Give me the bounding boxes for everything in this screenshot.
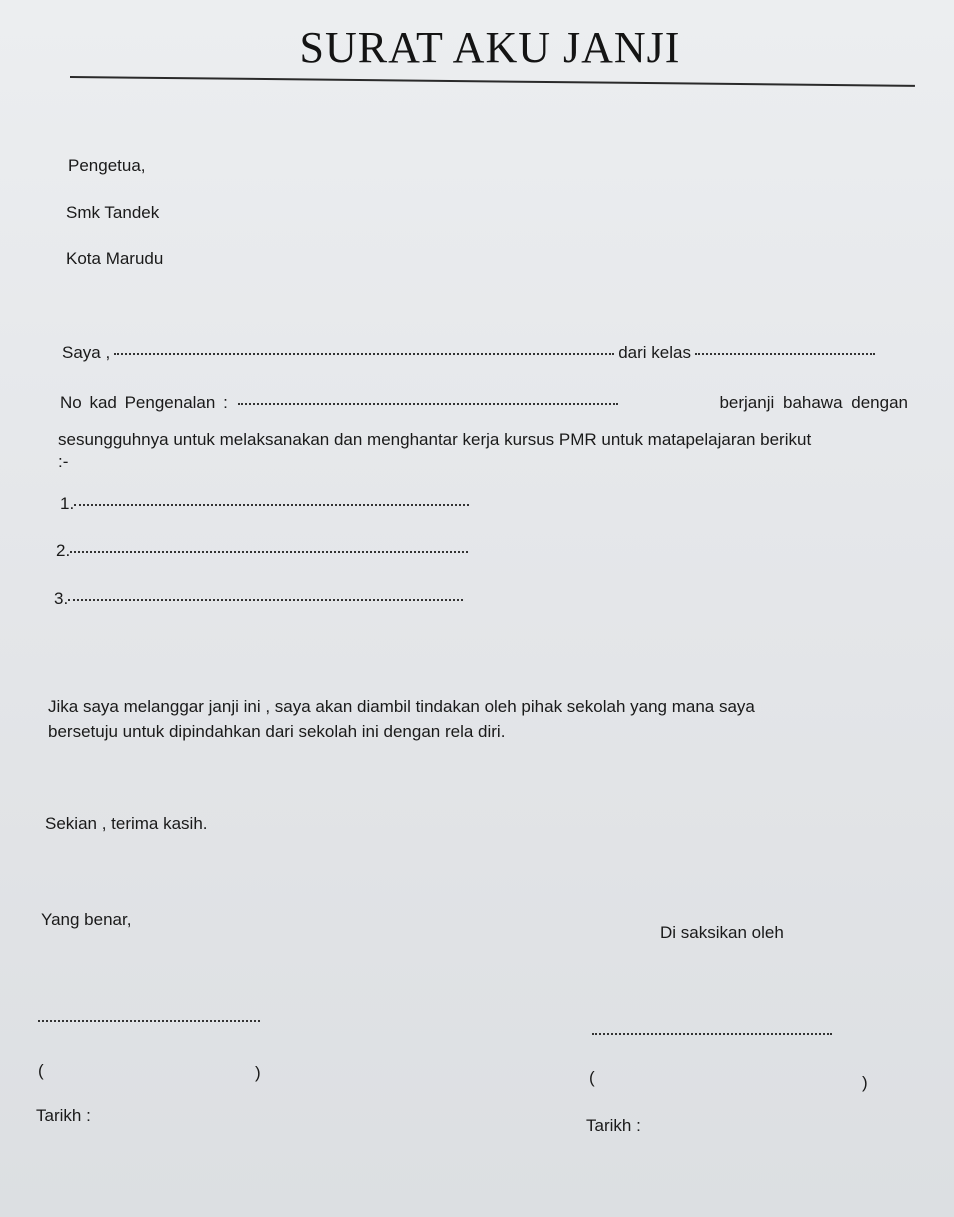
- subject-blank[interactable]: [74, 504, 469, 506]
- kelas-blank[interactable]: [695, 353, 875, 355]
- signature-left-label: Yang benar,: [41, 910, 132, 929]
- subject-number: 2.: [56, 541, 71, 560]
- recipient-line-1: Pengetua,: [68, 156, 146, 175]
- signature-right-line[interactable]: [592, 1033, 832, 1035]
- subject-item: [60, 494, 473, 514]
- ic-blank[interactable]: [238, 403, 618, 405]
- signature-left-paren-open: (: [38, 1061, 44, 1080]
- declaration-line-2: sesungguhnya untuk melaksanakan dan menghantar kerja kursus PMR untuk matapelajaran berikut: [58, 430, 812, 449]
- consequence-line-1: Jika saya melanggar janji ini , saya akan diambil tindakan oleh pihak sekolah yang mana saya: [48, 697, 755, 716]
- signature-right-label: Di saksikan oleh: [660, 923, 784, 942]
- signature-left-paren-close: ): [255, 1063, 261, 1082]
- subject-blank[interactable]: [70, 551, 468, 553]
- recipient-line-2: Smk Tandek: [66, 203, 160, 222]
- document-title: SURAT AKU JANJI: [299, 23, 681, 72]
- subject-item: [54, 589, 467, 609]
- name-row: [62, 343, 879, 363]
- subject-number: 1.: [60, 494, 75, 513]
- subject-blank[interactable]: [68, 599, 463, 601]
- subject-number: 3.: [54, 589, 69, 608]
- closing-text: Sekian , terima kasih.: [45, 814, 208, 833]
- signature-left-line[interactable]: [38, 1020, 260, 1022]
- signature-right-paren-close: ): [862, 1073, 868, 1092]
- declaration-line-3: :-: [58, 452, 69, 471]
- date-right-label: Tarikh :: [586, 1116, 641, 1135]
- title-underline: [70, 76, 915, 87]
- signature-right-paren-open: (: [589, 1068, 595, 1087]
- ic-row: [60, 393, 908, 413]
- kelas-label: dari kelas: [618, 343, 691, 362]
- subject-item: [56, 541, 472, 561]
- berjanji-text: berjanji bahawa dengan: [719, 393, 908, 412]
- name-blank[interactable]: [114, 353, 614, 355]
- date-left-label: Tarikh :: [36, 1106, 91, 1125]
- recipient-line-3: Kota Marudu: [66, 249, 164, 268]
- ic-label: No kad Pengenalan :: [60, 393, 228, 412]
- saya-label: Saya ,: [62, 343, 111, 362]
- consequence-line-2: bersetuju untuk dipindahkan dari sekolah ini dengan rela diri.: [48, 722, 506, 741]
